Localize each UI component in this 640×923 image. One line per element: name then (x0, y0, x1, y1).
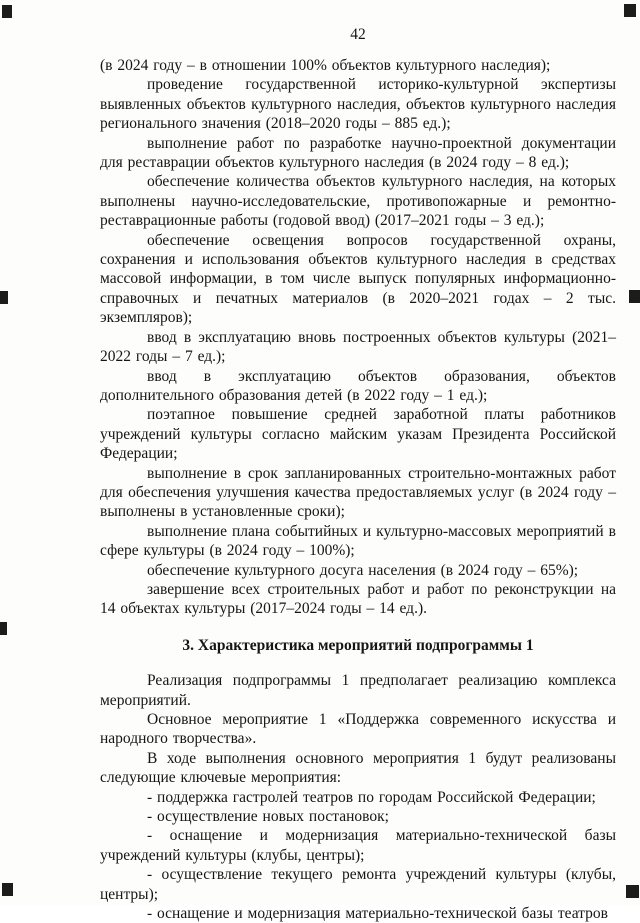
scan-mark-mid-right (629, 290, 640, 303)
paragraph: выполнение работ по разработке научно-проектной документации для реставрации объектов культурного наследия (в 2024 году – 8 ед.); (100, 134, 616, 172)
list-item: - оснащение и модернизация материально-технической базы театров (147, 905, 608, 923)
scan-mark-lower-left (0, 622, 7, 635)
paragraph: выполнение плана событийных и культурно-массовых мероприятий в сфере культуры (в 2024 году – 100%); (100, 522, 616, 560)
paragraph: обеспечение культурного досуга населения (в 2024 году – 65%); (147, 561, 579, 579)
paragraph: ввод в эксплуатацию объектов образования, объектов дополнительного образования детей (в 2022 году – 1 ед.); (100, 367, 616, 404)
section-heading: 3. Характеристика мероприятий подпрограммы 1 (182, 636, 534, 654)
scan-mark-bottom-right (626, 885, 639, 898)
list-item: - осуществление новых постановок; (147, 808, 389, 826)
scan-mark-top-left (2, 5, 12, 18)
paragraph: поэтапное повышение средней заработной платы работников учреждений культуры согласно майским указам Президента Российской Федерации; (100, 406, 616, 463)
paragraph: Реализация подпрограммы 1 предполагает реализацию комплекса мероприятий. (100, 672, 616, 709)
paragraph: выполнение в срок запланированных строительно-монтажных работ для обеспечения улучшения качества предоставляемых услуг (в 2024 году – выполнены в установленные сроки); (100, 464, 616, 521)
list-item: - осуществление текущего ремонта учреждений культуры (клубы, центры); (100, 866, 616, 903)
paragraph: обеспечение освещения вопросов государственной охраны, сохранения и использования объектов культурного наследия в средствах массовой информации, в том числе выпуск популярных информационно-справочных и печатных материалов (в 2020–2021 годах – 2 тыс. экземпляров); (100, 231, 616, 327)
page-content (100, 26, 616, 923)
scan-mark-mid-left (0, 291, 8, 304)
paragraph: обеспечение количества объектов культурного наследия, на которых выполнены научно-исследовательские, противопожарные и ремонтно-реставрационные работы (годовой ввод) (2017–2021 годы – 3 ед.); (100, 173, 616, 230)
paragraph: проведение государственной историко-культурной экспертизы выявленных объектов культурного наследия, объектов культурного наследия регионального значения (2018–2020 годы – 885 ед.); (100, 76, 616, 133)
page-number: 42 (350, 26, 366, 43)
scan-mark-top-right (624, 4, 636, 17)
scan-mark-bottom-left (2, 883, 13, 896)
list-item: - поддержка гастролей театров по городам Российской Федерации; (147, 788, 596, 806)
paragraph: (в 2024 году – в отношении 100% объектов культурного наследия); (100, 57, 551, 74)
paragraph: Основное мероприятие 1 «Поддержка современного искусства и народного творчества». (100, 711, 616, 748)
paragraph: В ходе выполнения основного мероприятия 1 будут реализованы следующие ключевые мероприятия: (100, 749, 616, 787)
list-item: - оснащение и модернизация материально-технической базы учреждений культуры (клубы, центры); (100, 827, 616, 864)
paragraph: завершение всех строительных работ и работ по реконструкции на 14 объектах культуры (2017–2024 годы – 14 ед.). (100, 580, 616, 618)
paragraph: ввод в эксплуатацию вновь построенных объектов культуры (2021–2022 годы – 7 ед.); (100, 328, 616, 366)
